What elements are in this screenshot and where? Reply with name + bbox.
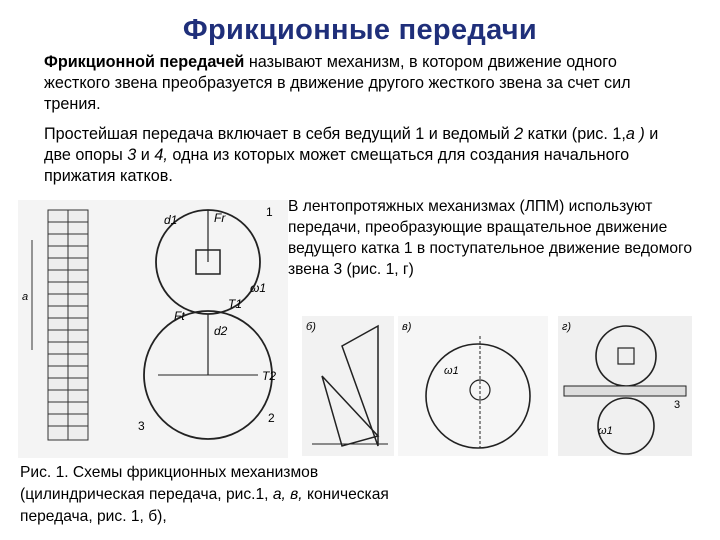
simple-gear-paragraph (44, 124, 684, 187)
gear-rack-hatch (48, 210, 88, 440)
page-title: Фрикционные передачи (182, 14, 538, 46)
figure-b-background (302, 316, 394, 456)
p2-text-5: одна из которых может смещаться для создания начального прижатия катков. (44, 146, 630, 185)
label-omega1: ω1 (250, 281, 267, 295)
caption-text-1: Рис. 1. Схемы фрикционных механизмов (цилиндрическая передача, рис.1, (20, 464, 319, 503)
p2-text-1: Простейшая передача включает в себя ведущий 1 и ведомый (44, 125, 515, 143)
figure-a-cylindrical-drive (18, 200, 288, 458)
definition-term: Фрикционной передачей (44, 53, 245, 71)
tape-3 (564, 386, 686, 396)
p2-italic-4: 4, (154, 146, 168, 164)
p2-italic-2: а ) (625, 125, 645, 143)
p2-italic-1: 2 (514, 125, 524, 143)
figure-b-conical-drive (302, 316, 394, 456)
label-ft: Ft (174, 309, 185, 323)
figure-c-background (398, 316, 548, 456)
label-t2: T2 (262, 369, 277, 383)
tape-mechanism-paragraph: В лентопротяжных механизмах (ЛПМ) используют передачи, преобразующие вращательное движение ведущего катка 1 в поступательное движение ведомого звена 3 (рис. 1, г) (288, 198, 693, 278)
label-omega1-d: ω1 (598, 425, 613, 437)
label-a: a (22, 291, 29, 303)
definition-text: называют механизм, в котором движение одного жесткого звена преобразуется в движение другого жесткого звена за счет сил трения. (44, 53, 631, 113)
label-1: 1 (266, 205, 273, 219)
label-t1: T1 (228, 297, 243, 311)
label-d: г) (562, 321, 572, 333)
label-3-d: 3 (674, 399, 681, 411)
label-d1: d1 (164, 213, 178, 227)
figure-d-tape-drive (558, 316, 692, 456)
caption-text-2: коническая передача, рис. 1, б), (20, 486, 389, 525)
label-c: в) (402, 321, 412, 333)
p2-text-2: катки (рис. 1, (523, 125, 626, 143)
p2-text-3: и две опоры (44, 125, 659, 164)
figure-caption (20, 462, 410, 528)
label-fr: Fr (214, 211, 226, 225)
label-b: б) (306, 321, 316, 333)
label-3: 3 (138, 419, 145, 433)
p2-italic-3: 3 (127, 146, 137, 164)
label-2: 2 (268, 411, 275, 425)
figure-c-drive (398, 316, 548, 456)
p2-text-4: и (136, 146, 155, 164)
caption-italic: а, в, (272, 486, 303, 503)
definition-paragraph (44, 52, 684, 115)
label-d2: d2 (214, 324, 228, 338)
label-omega1-c: ω1 (444, 365, 459, 377)
